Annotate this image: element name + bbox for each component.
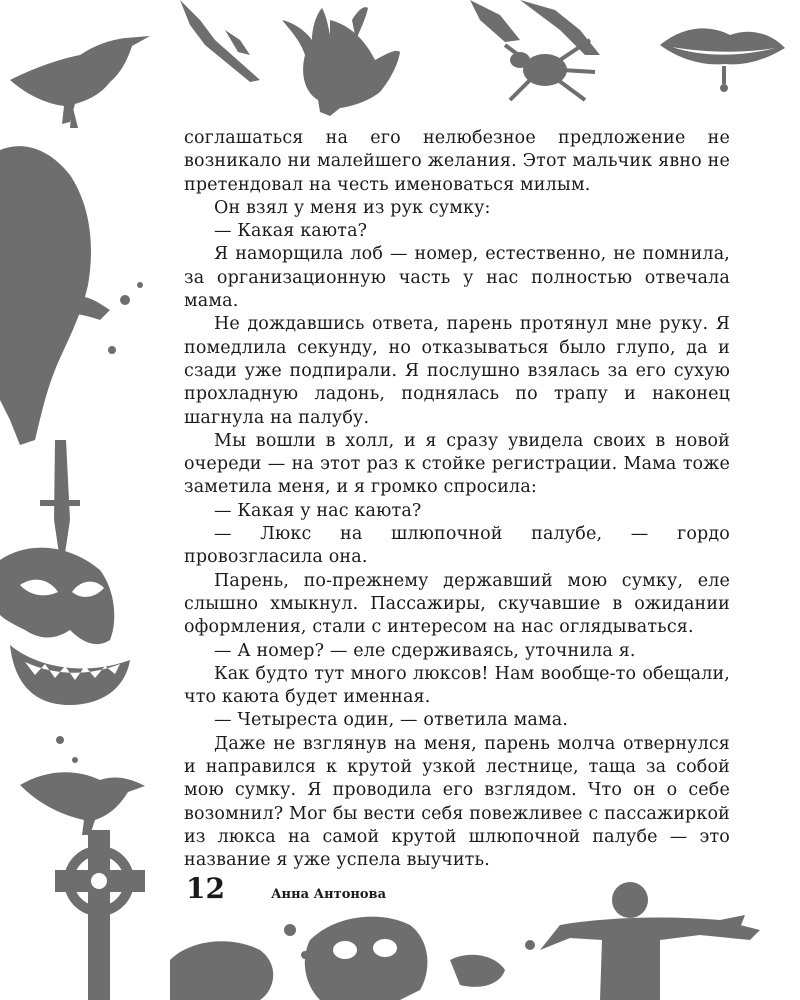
hand-illustration	[282, 7, 400, 116]
paragraph: Он взял у меня из рук сумку:	[214, 197, 491, 218]
scarecrow-illustration	[540, 882, 760, 1000]
crow-top-illustration	[10, 36, 150, 128]
bottom-ink-splatters	[170, 917, 535, 1000]
paragraph: Мы вошли в холл, и я сразу увидела своих в новой очереди — на этот раз к стойке регистрации. Мама тоже заметила меня, и я громко спросила:	[184, 430, 730, 498]
page-footer	[186, 872, 386, 912]
paragraph: — Какая у нас каюта?	[214, 500, 422, 521]
crow-bottom-illustration	[20, 736, 145, 835]
author-name: Анна Антонова	[270, 887, 387, 902]
paragraph: Как будто тут много люксов! Нам вообще-то обещали, что каюта будет именная.	[184, 663, 730, 708]
paragraph: — Люкс на шлюпочной палубе, — гордо провозгласила она.	[184, 524, 730, 568]
body-text	[184, 127, 730, 873]
paragraph: Я наморщила лоб — номер, естественно, не помнила, за организационную часть у нас полностью отвечала мама.	[184, 244, 730, 312]
left-ink-figure-illustration	[0, 146, 143, 445]
paragraph: — А номер? — еле сдерживаясь, уточнила я.	[214, 640, 636, 661]
paragraph: — Какая каюта?	[214, 221, 368, 242]
page-number: 12	[186, 872, 225, 905]
paragraph: Не дождавшись ответа, парень протянул мне руку. Я помедлила секунду, но отказываться было глупо, да и сзади уже подпирали. Я послушно взялась за его сухую прохладную ладонь, поднялась по трапу и наконец шагнула на палубу.	[184, 314, 730, 428]
paragraph: соглашаться на его нелюбезное предложение не возникало ни малейшего желания. Этот мальчик явно не претендовал на честь именоваться милым.	[184, 128, 730, 195]
celtic-cross-illustration	[55, 830, 145, 1000]
lips-illustration	[660, 28, 785, 92]
mask-face-illustration	[0, 548, 130, 705]
paragraph: Даже не взглянув на меня, парень молча отвернулся и направился к крутой узкой лестнице, таща за собой мою сумку. Я проводила его взглядом. Что он о себе возомнил? Мог бы вести себя повежливее с пассажиркой из люкса на самой крутой шлюпочной палубе — это название я уже успела выучить.	[184, 733, 730, 871]
paragraph: Парень, по-прежнему державший мою сумку, еле слышно хмыкнул. Пассажиры, скучавшие в ожидании оформления, стали с интересом на нас оглядываться.	[184, 570, 730, 638]
paragraph: — Четыреста один, — ответила мама.	[214, 710, 569, 731]
